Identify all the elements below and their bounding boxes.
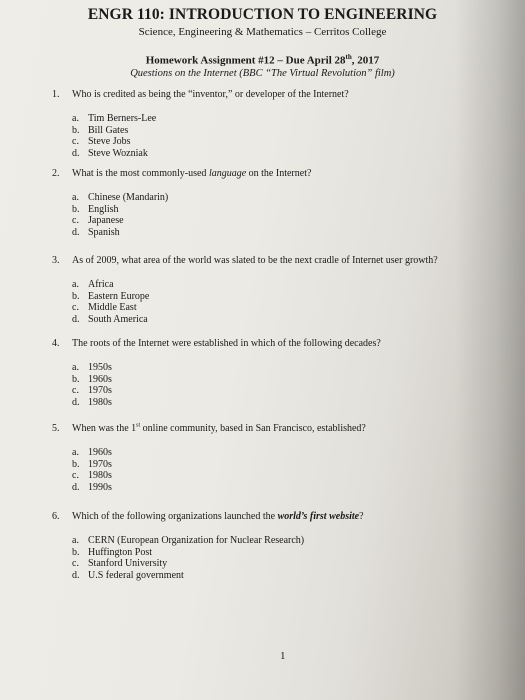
option-text: Middle East (88, 302, 137, 313)
assignment-subtitle: Questions on the Internet (BBC “The Virtual Revolution” film) (130, 67, 395, 79)
option-letter: c. (72, 215, 79, 226)
option-letter: d. (72, 226, 80, 238)
question-number: 1. (52, 89, 60, 100)
option-d (72, 482, 366, 494)
question-text-part: Which of the following organizations launched the (72, 511, 278, 522)
option-text: Africa (88, 279, 114, 290)
question-3 (52, 255, 438, 325)
option-a (72, 362, 381, 374)
question-text (72, 511, 364, 522)
course-subtitle: Science, Engineering & Mathematics – Cerritos College (138, 26, 387, 38)
question-1 (52, 89, 349, 159)
question-text: Who is credited as being the “inventor,” or developer of the Internet? (72, 89, 349, 100)
option-c (72, 215, 311, 227)
assignment-date-suffix: th (345, 53, 352, 61)
option-list (72, 113, 349, 159)
option-letter: d. (72, 481, 80, 493)
question-text-part: online community, based in San Francisco, established? (140, 423, 366, 435)
option-text: Japanese (88, 215, 124, 226)
option-text: 1960s (88, 373, 112, 385)
option-a (72, 535, 364, 547)
option-d (72, 227, 311, 239)
option-text: Bill Gates (88, 124, 129, 136)
option-text: 1990s (88, 481, 112, 493)
option-text: Spanish (88, 226, 120, 238)
question-6 (52, 511, 364, 581)
option-letter: d. (72, 569, 80, 581)
option-text: 1960s (88, 447, 112, 459)
option-c (72, 558, 364, 570)
option-letter: c. (72, 302, 79, 313)
question-number: 3. (52, 255, 60, 266)
option-text: Steve Jobs (88, 136, 131, 147)
question-number: 5. (52, 423, 60, 435)
assignment-year: , 2017 (351, 54, 380, 67)
page-number: 1 (280, 650, 286, 662)
option-text: English (88, 203, 119, 215)
option-text: Huffington Post (88, 546, 152, 558)
option-text: Stanford University (88, 558, 168, 569)
option-letter: b. (72, 546, 80, 558)
question-text-part: on the Internet? (246, 168, 312, 179)
option-d (72, 148, 349, 160)
question-text-part: ? (359, 511, 364, 522)
question-text (72, 168, 311, 179)
option-letter: c. (72, 558, 79, 569)
question-2 (52, 168, 311, 238)
assignment-title (0, 53, 525, 67)
option-b (72, 547, 364, 559)
option-letter: a. (72, 192, 79, 203)
option-c (72, 302, 438, 314)
option-c (72, 136, 349, 148)
question-text (72, 423, 366, 434)
option-text: South America (88, 313, 148, 325)
document-header (0, 6, 525, 79)
question-text-superscript: st (136, 423, 141, 429)
question-text: As of 2009, what area of the world was slated to be the next cradle of Internet user growth? (72, 255, 438, 266)
option-c (72, 385, 381, 397)
option-b (72, 125, 349, 137)
option-letter: a. (72, 113, 79, 124)
option-letter: c. (72, 136, 79, 147)
question-4 (52, 338, 381, 408)
option-letter: b. (72, 373, 80, 385)
option-text: 1970s (88, 458, 112, 470)
option-b (72, 374, 381, 386)
option-list (72, 279, 438, 325)
option-letter: c. (72, 385, 79, 396)
option-letter: a. (72, 535, 79, 546)
option-letter: b. (72, 290, 80, 302)
option-letter: b. (72, 458, 80, 470)
option-letter: d. (72, 396, 80, 408)
option-text: U.S federal government (88, 569, 184, 581)
option-a (72, 192, 311, 204)
question-5 (52, 423, 366, 493)
option-c (72, 470, 366, 482)
option-list (72, 192, 311, 238)
question-text-part: When was the 1 (72, 423, 137, 435)
option-b (72, 291, 438, 303)
option-b (72, 459, 366, 471)
page-shadow (455, 0, 525, 700)
question-text-emphasis: language (208, 168, 247, 179)
course-title: ENGR 110: INTRODUCTION TO ENGINEERING (87, 6, 438, 23)
option-text: Steve Wozniak (88, 147, 148, 159)
assignment-main: Homework Assignment #12 – Due April 28 (145, 54, 346, 67)
option-letter: a. (72, 447, 79, 459)
question-text-part: What is the most commonly-used (72, 168, 209, 179)
option-letter: a. (72, 279, 79, 290)
option-text: Chinese (Mandarin) (88, 192, 169, 203)
question-text-emphasis: world’s first website (277, 511, 360, 522)
option-letter: a. (72, 362, 79, 373)
option-text: 1970s (88, 385, 112, 396)
option-letter: d. (72, 313, 80, 325)
question-number: 2. (52, 168, 60, 179)
option-letter: c. (72, 470, 79, 482)
option-text: 1980s (88, 396, 112, 408)
option-letter: b. (72, 203, 80, 215)
option-d (72, 314, 438, 326)
option-text: Tim Berners-Lee (88, 113, 157, 124)
option-a (72, 279, 438, 291)
option-text: 1950s (88, 362, 112, 373)
option-text: Eastern Europe (88, 290, 150, 302)
option-d (72, 397, 381, 409)
question-number: 6. (52, 511, 60, 522)
option-list (72, 362, 381, 408)
option-letter: d. (72, 147, 80, 159)
option-a (72, 447, 366, 459)
option-d (72, 570, 364, 582)
option-list (72, 535, 364, 581)
option-b (72, 204, 311, 216)
option-list (72, 447, 366, 493)
option-a (72, 113, 349, 125)
option-text: CERN (European Organization for Nuclear Research) (88, 535, 305, 546)
option-text: 1980s (88, 470, 112, 482)
question-number: 4. (52, 338, 60, 349)
option-letter: b. (72, 124, 80, 136)
question-text: The roots of the Internet were established in which of the following decades? (72, 338, 381, 349)
